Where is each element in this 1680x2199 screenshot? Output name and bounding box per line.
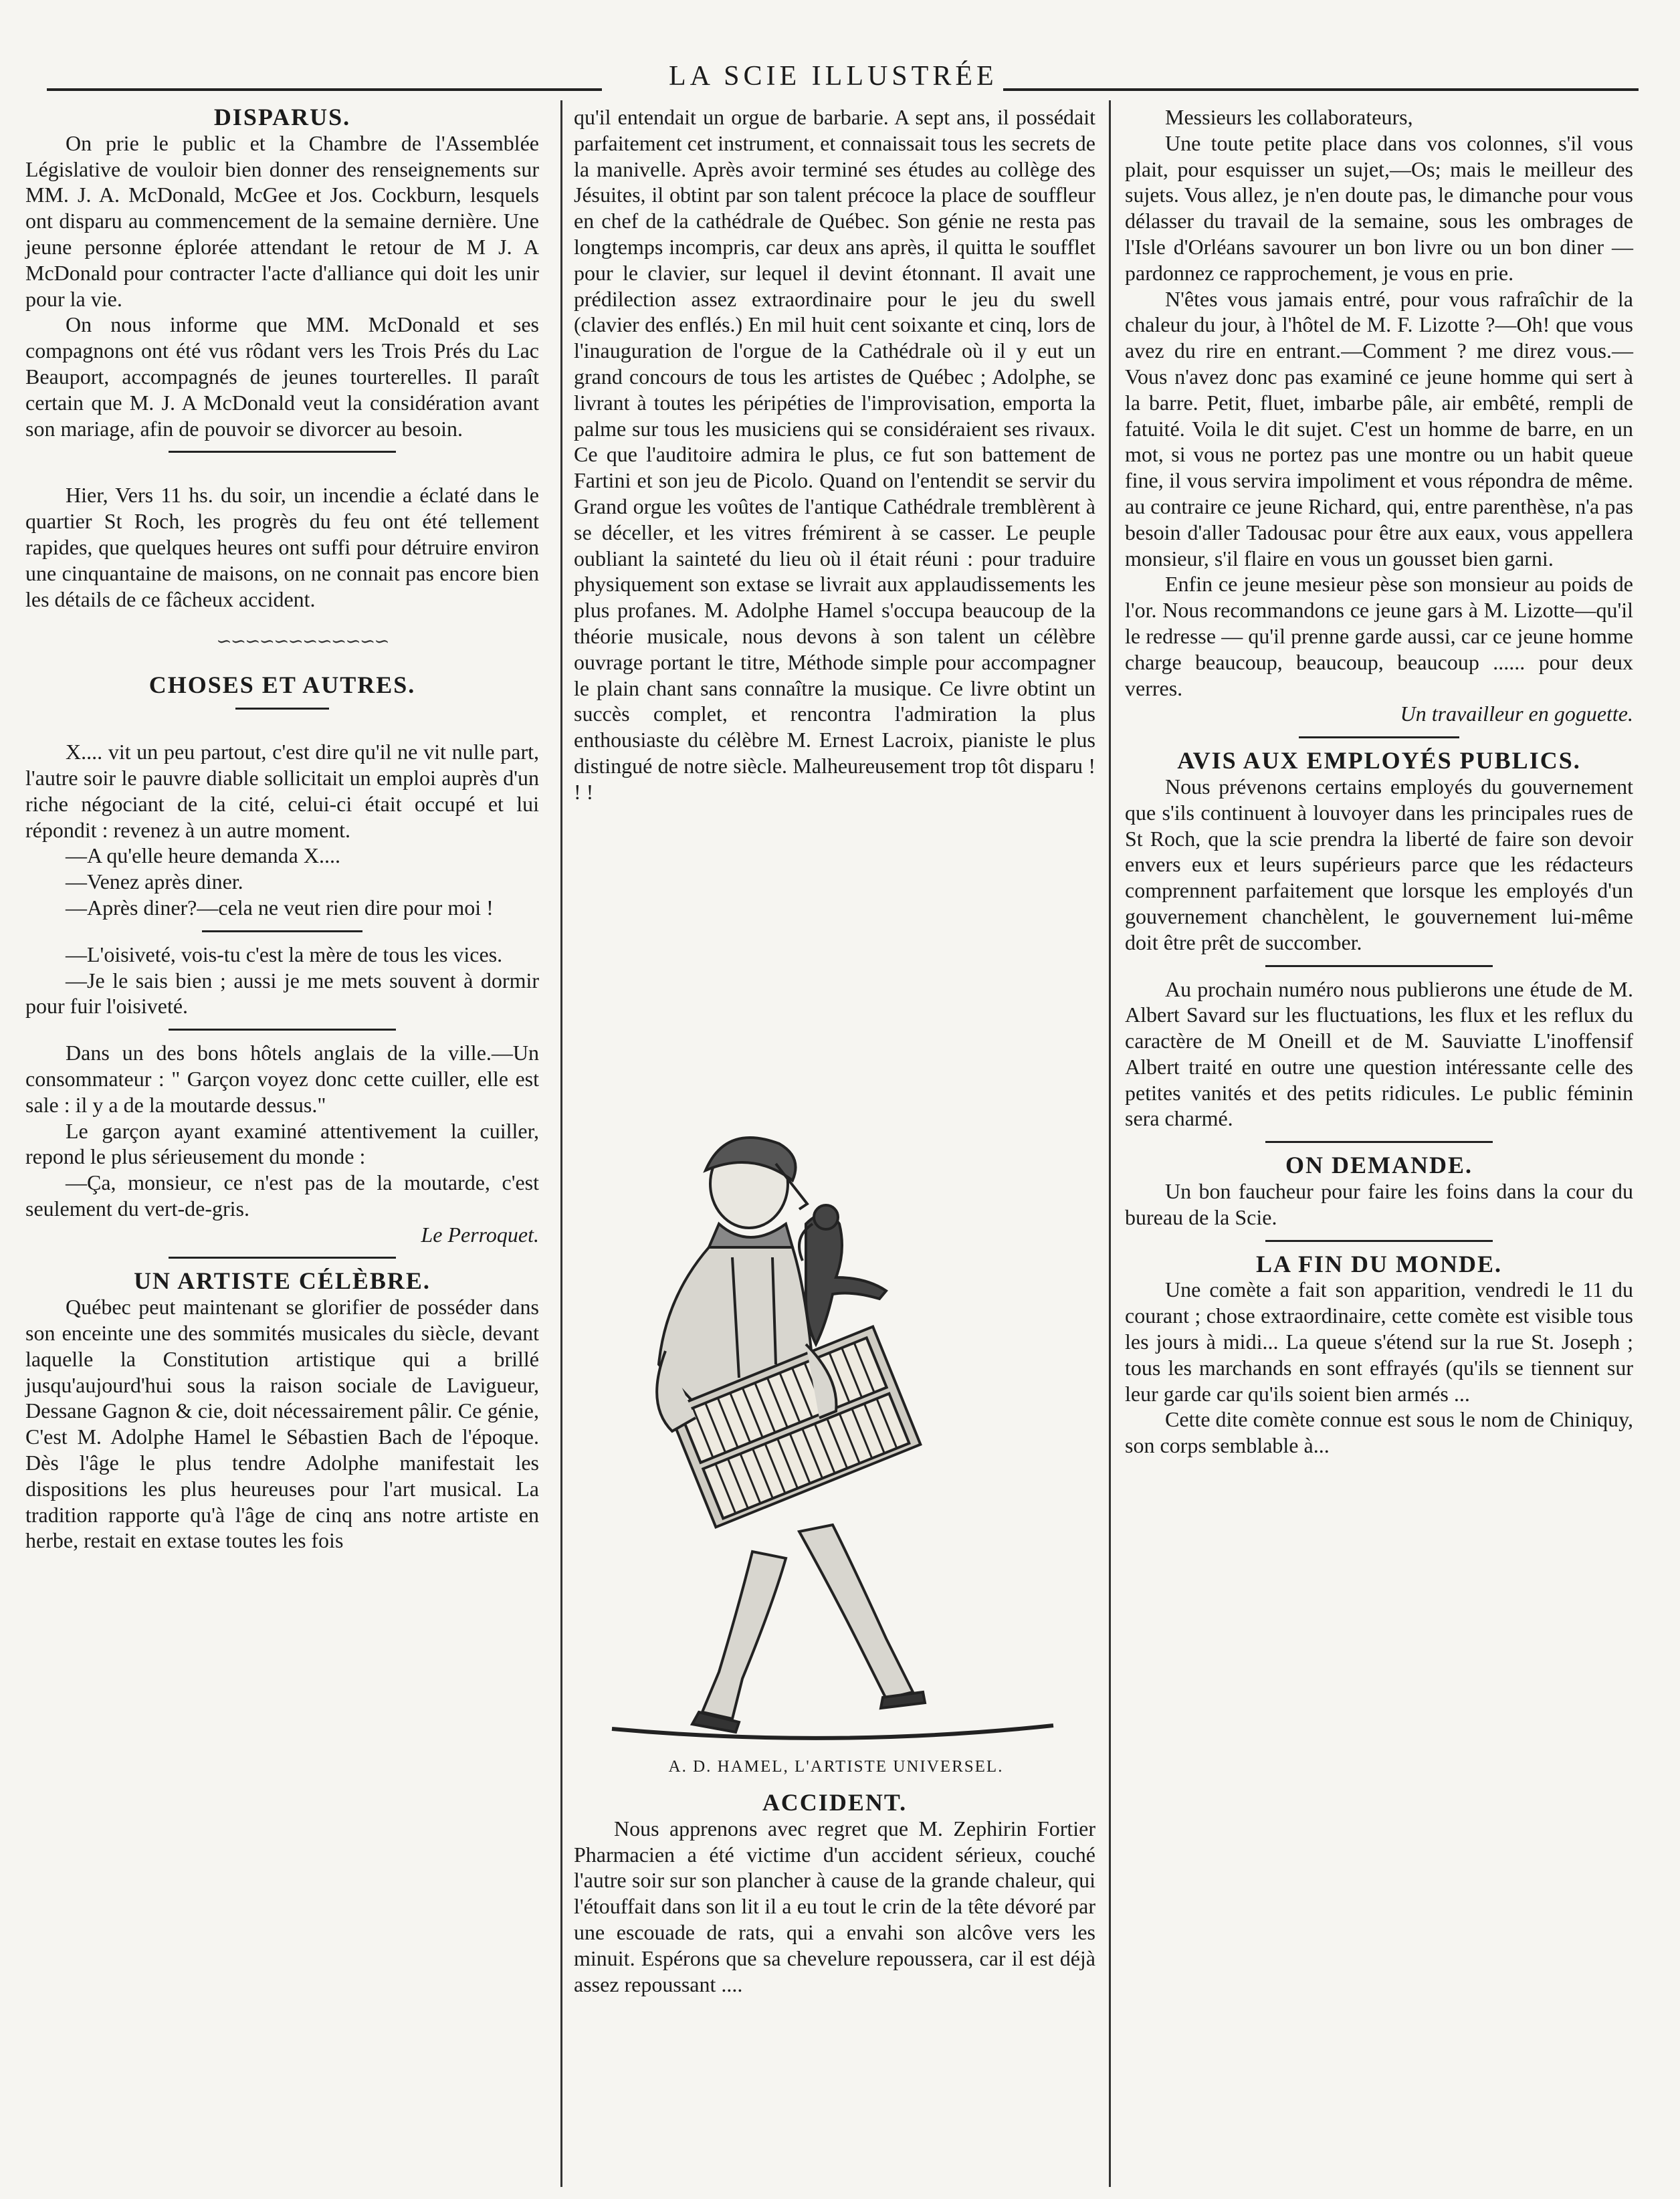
- paragraph: On prie le public et la Chambre de l'Assemblée Législative de vouloir bien donner des renseignements sur MM. J. A. McDonald, McGee et Jos. Cockburn, lesquels ont disparu au commencement de la semaine dernière. Une jeune personne éplorée attendant le retour de M J. A McDonald pour contracter l'acte d'alliance qui doit les unir pour la vie.: [25, 130, 539, 311]
- paragraph: Cette dite comète connue est sous le nom de Chiniquy, son corps semblable à...: [1125, 1407, 1633, 1458]
- organ-grinder-illustration: [572, 1124, 1093, 1766]
- paragraph: —Après diner?—cela ne veut rien dire pour moi !: [66, 895, 494, 920]
- masthead-rule-left: [47, 88, 602, 91]
- paragraph: Le garçon ayant examiné attentivement la cuiller, repond le plus sérieusement du monde :: [25, 1118, 539, 1169]
- separator-rule: [1299, 736, 1459, 738]
- column-right: [1125, 104, 1633, 1459]
- column-middle-lower: [574, 1790, 1095, 1997]
- masthead-rule-right: [1003, 88, 1639, 91]
- paragraph: —L'oisiveté, vois-tu c'est la mère de tous les vices.: [66, 942, 503, 966]
- separator-rule: [202, 930, 362, 932]
- column-middle: [574, 104, 1095, 805]
- heading-choses-et-autres: CHOSES ET AUTRES.: [148, 671, 416, 699]
- paragraph: Enfin ce jeune mesieur pèse son monsieur au poids de l'or. Nous recommandons ce jeune gars à M. Lizotte—qu'il le redresse — qu'il prenne garde aussi, car ce jeune homme charge beaucoup, beaucoup, beaucoup ...... pour deux verres.: [1125, 572, 1633, 700]
- paragraph: Une comète a fait son apparition, vendredi le 11 du courant ; chose extraordinaire, cette comète est visible tous les jours à midi... La queue s'étend sur la rue St. Joseph ; tous les marchands en sont effrayés (qu'ils se tiennent sur leur garde car qu'ils soient bien armés ...: [1125, 1277, 1633, 1406]
- heading-accident: ACCIDENT.: [762, 1789, 908, 1816]
- separator-rule: [1265, 965, 1493, 967]
- heading-disparus: DISPARUS.: [213, 104, 351, 130]
- paragraph: Un bon faucheur pour faire les foins dans la cour du bureau de la Scie.: [1125, 1179, 1633, 1229]
- separator-rule: [1265, 1240, 1493, 1242]
- separator-rule: [169, 451, 396, 453]
- newspaper-title: LA SCIE ILLUSTRÉE: [669, 61, 998, 92]
- signature-le-perroquet: Le Perroquet.: [421, 1222, 539, 1247]
- heading-avis-aux-employes: AVIS AUX EMPLOYÉS PUBLICS.: [1177, 747, 1581, 774]
- wavy-separator: ∽∽∽∽∽∽∽∽∽∽∽∽: [216, 631, 389, 653]
- paragraph: —Je le sais bien ; aussi je me mets souvent à dormir pour fuir l'oisiveté.: [25, 968, 539, 1019]
- paragraph: —A qu'elle heure demanda X....: [66, 843, 340, 868]
- paragraph: Nous prévenons certains employés du gouvernement que s'ils continuent à louvoyer dans les principales rues de St Roch, que la scie prendra la liberté de faire son devoir envers eux et leurs supérieurs parce que les rédacteurs comprennent parfaitement que lorsque les employés d'un gouvernement chanchèlent, le gouvernement lui-même doit être prêt de succomber.: [1125, 774, 1633, 954]
- column-left: [25, 104, 539, 1554]
- separator-rule: [235, 708, 329, 710]
- separator-rule: [1265, 1141, 1493, 1143]
- illustration-caption: A. D. HAMEL, L'ARTISTE UNIVERSEL.: [668, 1758, 1004, 1776]
- signature-travailleur: Un travailleur en goguette.: [1400, 702, 1633, 726]
- masthead: [40, 56, 1645, 103]
- separator-rule: [169, 1257, 396, 1259]
- paragraph: —Ça, monsieur, ce n'est pas de la moutarde, c'est seulement du vert-de-gris.: [25, 1170, 539, 1221]
- column-divider-right: [1109, 100, 1111, 2187]
- heading-un-artiste-celebre: UN ARTISTE CÉLÈBRE.: [134, 1267, 431, 1295]
- paragraph: Nous apprenons avec regret que M. Zephirin Fortier Pharmacien a été victime d'un accident sérieux, couché l'autre soir sur son plancher à cause de la grande chaleur, qui l'étouffait dans son lit il a eu tout le crin de la tête dévoré par une escouade de rats, qui a envahi son alcôve vers les minuit. Espérons que sa chevelure repoussera, car il est déjà assez repoussant ....: [574, 1816, 1095, 1996]
- paragraph: On nous informe que MM. McDonald et ses compagnons ont été vus rôdant vers les Trois Prés du Lac Beauport, accompagnés de jeunes tourterelles. Il paraît certain que M. J. A McDonald veut la considération avant son mariage, afin de pouvoir se divorcer au besoin.: [25, 312, 539, 441]
- paragraph: Une toute petite place dans vos colonnes, s'il vous plait, pour esquisser un sujet,—Os; mais le meilleur des sujets. Vous allez, je n'en doute pas, le dimanche pour vous délasser du travail de la semaine, sous les ombrages de l'Isle d'Orléans savourer un bon livre ou un bon diner —pardonnez ce rapprochement, je vous en prie.: [1125, 130, 1633, 285]
- paragraph: Québec peut maintenant se glorifier de posséder dans son enceinte une des sommités musicales du siècle, devant laquelle la Constitution artistique qui a brillé jusqu'aujourd'hui sous la raison sociale de Lavigueur, Dessane Gagnon & cie, doit nécessairement pâlir. Ce génie, C'est M. Adolphe Hamel le Sébastien Bach de l'époque. Dès l'âge le plus tendre Adolphe manifestait les dispositions les plus heureuses pour l'art musical. La tradition rapporte qu'à l'âge de cinq ans notre artiste en herbe, restait en extase toutes les fois: [25, 1295, 539, 1553]
- paragraph: Au prochain numéro nous publierons une étude de M. Albert Savard sur les fluctuations, les flux et les reflux du caractère de M Oneill et de M. Sauviatte L'inoffensif Albert traité en outre une question intéressante celle des petites vanités et des petits ridicules. Le public féminin sera charmé.: [1125, 976, 1633, 1131]
- paragraph: Dans un des bons hôtels anglais de la ville.—Un consommateur : " Garçon voyez donc cette cuiller, elle est sale : il y a de la moutarde dessus.": [25, 1041, 539, 1117]
- paragraph: —Venez après diner.: [66, 869, 243, 894]
- paragraph: Messieurs les collaborateurs,: [1165, 105, 1413, 129]
- paragraph: qu'il entendait un orgue de barbarie. A sept ans, il possédait parfaitement cet instrument, et connaissait tous les secrets de la manivelle. Après avoir terminé ses études au collège des Jésuites, il obtint par son talent précoce la place de souffleur en chef de la cathédrale de Québec. Son génie ne resta pas longtemps incompris, car deux ans après, il quitta le soufflet pour le clavier, sur lequel il devint étonnant. Il avait une prédilection assez extraordinaire pour le jeu du swell (clavier des enflés.) En mil huit cent soixante et cinq, lors de l'inauguration de l'orgue de la Cathédrale où il y eut un grand concours de tous les artistes de Québec ; Adolphe, se livrant à toutes les péripéties de l'improvisation, emporta la palme sur tous les musiciens qui se considéraient ses rivaux. Ce que l'auditoire admira le plus, ce fut son battement de Fartini et son jeu de Picolo. Quand on l'entendit se servir du Grand orgue les voûtes de l'antique Cathédrale tremblèrent à se déceller, et les vitres frémirent à se casser. Le peuple oubliant la sainteté du lieu où il était réuni : pour traduire physiquement son extase se livrait aux applaudissements les plus profanes. M. Adolphe Hamel s'occupa beaucoup de la théorie musicale, nous devons à son talent un célèbre ouvrage portant le titre, Méthode simple pour accompagner le plain chant sans connaître la musique. Ce livre obtint un succès complet, et rencontra l'admiration la plus enthousiaste du célèbre M. Ernest Lacroix, pianiste le plus distingué de notre siècle. Malheureusement trop tôt disparu ! ! !: [574, 105, 1095, 804]
- paragraph: N'êtes vous jamais entré, pour vous rafraîchir de la chaleur du jour, à l'hôtel de M. F. Lizotte ?—Oh! que vous avez du rire en entrant.—Comment ? me direz vous.— Vous n'avez donc pas examiné ce jeune homme qui sert à la barre. Petit, fluet, imbarbe pâle, air embêté, rempli de fatuité. Voila le dit sujet. C'est un homme de barre, en un mot, si vous ne portez pas une montre ou un habit queue fine, il vous servira impoliment et vous répondra de même. au contraire ce jeune Richard, qui, entre parenthèse, n'a pas besoin d'aller Tadousac pour être aux eaux, vous appellera monsieur, s'il flaire en vous un gousset bien garni.: [1125, 286, 1633, 570]
- paragraph: Hier, Vers 11 hs. du soir, un incendie a éclaté dans le quartier St Roch, les progrès du feu ont été tellement rapides, que quelques heures ont suffi pour détruire environ une cinquantaine de maisons, on ne connait pas encore bien les détails de ce fâcheux accident.: [25, 483, 539, 611]
- heading-on-demande: ON DEMANDE.: [1285, 1152, 1473, 1179]
- column-divider-left: [560, 100, 562, 2187]
- paragraph: X.... vit un peu partout, c'est dire qu'il ne vit nulle part, l'autre soir le pauvre diable sollicitait un emploi auprès d'un riche négociant de la cité, celui-ci était occupé et lui répondit : revenez à un autre moment.: [25, 740, 539, 842]
- separator-rule: [169, 1029, 396, 1031]
- heading-la-fin-du-monde: LA FIN DU MONDE.: [1255, 1250, 1502, 1277]
